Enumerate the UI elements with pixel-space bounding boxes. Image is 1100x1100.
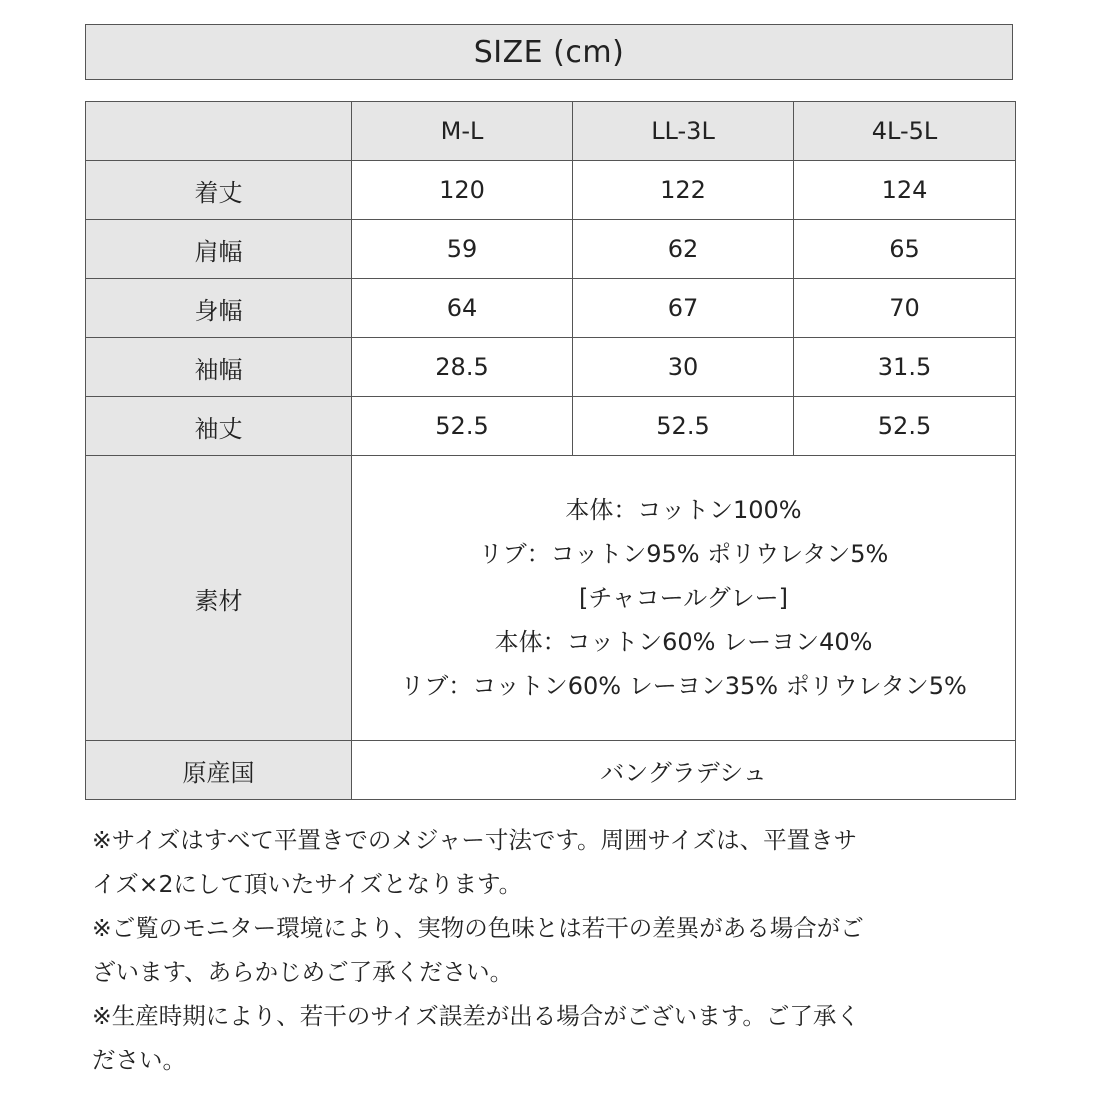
table-cell: 124 [794, 161, 1016, 220]
size-table [85, 101, 1016, 800]
material-line: 本体：コットン60% レーヨン40% [494, 628, 873, 656]
table-cell: 122 [573, 161, 794, 220]
column-header-m-l: M-L [352, 102, 573, 161]
row-label: 身幅 [86, 279, 352, 338]
material-line: [チャコールグレー] [578, 584, 789, 612]
table-cell: 64 [352, 279, 573, 338]
table-row [86, 161, 1016, 220]
row-label: 着丈 [86, 161, 352, 220]
table-cell: 31.5 [794, 338, 1016, 397]
row-label: 袖丈 [86, 397, 352, 456]
note-line: ※サイズはすべて平置きでのメジャー寸法です。周囲サイズは、平置きサ [92, 826, 858, 854]
table-cell: 67 [573, 279, 794, 338]
origin-value: バングラデシュ [352, 741, 1016, 800]
table-cell: 52.5 [352, 397, 573, 456]
material-row [86, 456, 1016, 741]
table-cell: 30 [573, 338, 794, 397]
column-header-4l-5l: 4L-5L [794, 102, 1016, 161]
material-label: 素材 [86, 456, 352, 741]
note-line: ※ご覧のモニター環境により、実物の色味とは若干の差異がある場合がご [92, 914, 864, 942]
table-cell: 28.5 [352, 338, 573, 397]
header-row [86, 102, 1016, 161]
table-row [86, 279, 1016, 338]
table-cell: 52.5 [573, 397, 794, 456]
table-cell: 62 [573, 220, 794, 279]
note-line: ださい。 [92, 1046, 186, 1074]
row-label: 肩幅 [86, 220, 352, 279]
notes [92, 818, 1007, 1082]
row-label: 袖幅 [86, 338, 352, 397]
material-cell [352, 456, 1016, 741]
table-cell: 59 [352, 220, 573, 279]
material-line: リブ：コットン60% レーヨン35% ポリウレタン5% [400, 672, 967, 700]
material-line: リブ：コットン95% ポリウレタン5% [478, 540, 889, 568]
header-corner-cell [86, 102, 352, 161]
table-row [86, 338, 1016, 397]
note-line: イズ×2にして頂いたサイズとなります。 [92, 870, 523, 898]
table-cell: 70 [794, 279, 1016, 338]
table-cell: 120 [352, 161, 573, 220]
note-line: ざいます、あらかじめご了承ください。 [92, 958, 514, 986]
note-line: ※生産時期により、若干のサイズ誤差が出る場合がございます。ご了承く [92, 1002, 860, 1030]
table-row [86, 220, 1016, 279]
origin-row [86, 741, 1016, 800]
table-row [86, 397, 1016, 456]
column-header-ll-3l: LL-3L [573, 102, 794, 161]
table-cell: 65 [794, 220, 1016, 279]
origin-label: 原産国 [86, 741, 352, 800]
size-table-title: SIZE (cm) [85, 24, 1013, 80]
material-line: 本体：コットン100% [565, 496, 802, 524]
table-cell: 52.5 [794, 397, 1016, 456]
